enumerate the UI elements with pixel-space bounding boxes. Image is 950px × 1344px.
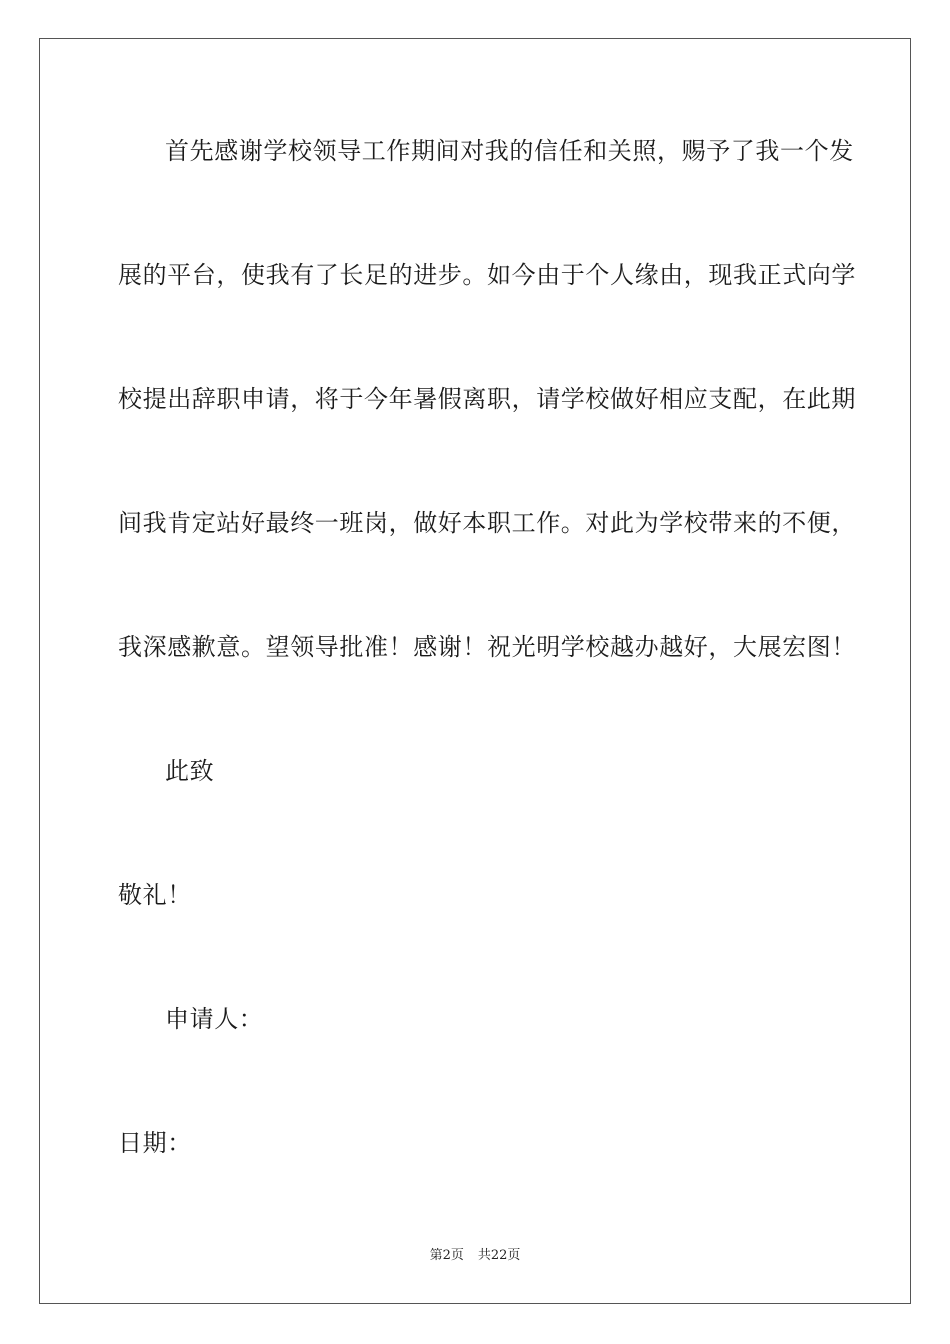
page-border bbox=[39, 38, 911, 1304]
applicant-label: 申请人： bbox=[165, 1005, 264, 1033]
paragraph-line-2: 展的平台，使我有了长足的进步。如今由于个人缘由，现我正式向学 bbox=[118, 261, 856, 289]
page-number: 第2页 bbox=[429, 1248, 464, 1263]
date-label: 日期： bbox=[118, 1129, 192, 1157]
page-footer bbox=[0, 1247, 950, 1265]
total-pages: 共22页 bbox=[477, 1248, 521, 1263]
paragraph-line-5: 我深感歉意。望领导批准！感谢！祝光明学校越办越好，大展宏图！ bbox=[118, 633, 856, 661]
salutation-text: 敬礼！ bbox=[118, 881, 192, 909]
paragraph-line-1: 首先感谢学校领导工作期间对我的信任和关照，赐予了我一个发 bbox=[165, 137, 854, 165]
paragraph-line-4: 间我肯定站好最终一班岗，做好本职工作。对此为学校带来的不便， bbox=[118, 509, 856, 537]
closing-text: 此致 bbox=[165, 757, 215, 785]
paragraph-line-3: 校提出辞职申请，将于今年暑假离职，请学校做好相应支配，在此期 bbox=[118, 385, 856, 413]
